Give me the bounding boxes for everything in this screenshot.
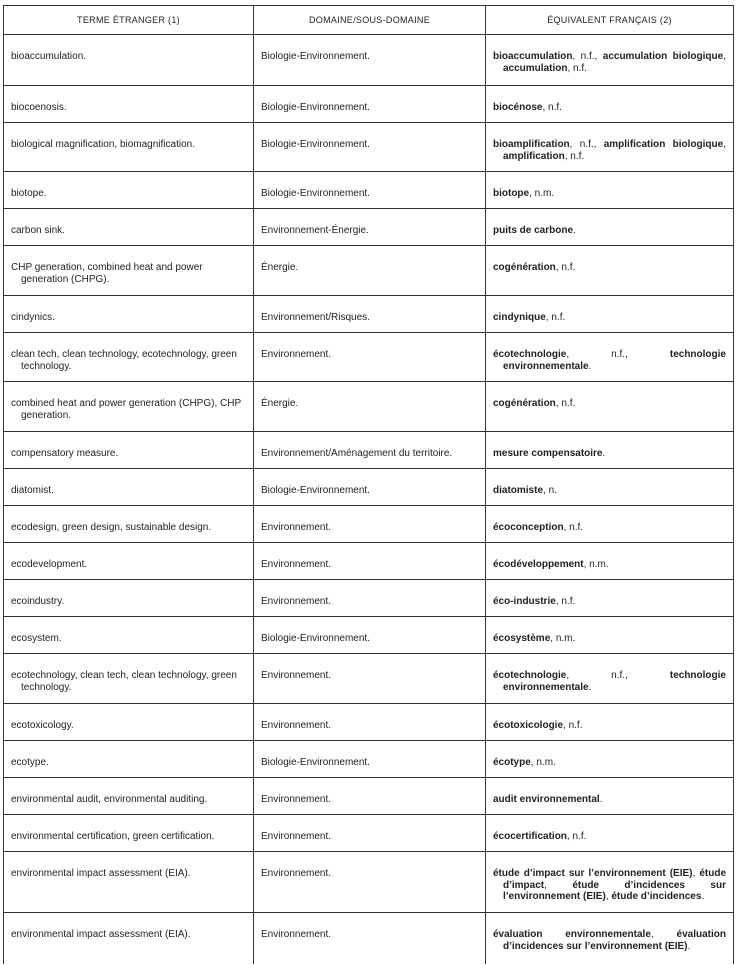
french-equivalent — [493, 485, 726, 497]
french-equivalent-cell — [486, 778, 734, 815]
foreign-term-cell — [4, 333, 254, 382]
domain-text: Biologie-Environnement. — [261, 139, 370, 150]
domain-text: Environnement. — [261, 559, 332, 570]
french-equivalent-cell — [486, 654, 734, 704]
foreign-term: ecotoxicology. — [11, 720, 74, 731]
domain-text: Environnement. — [261, 794, 332, 805]
domain-text: Environnement/Risques. — [261, 312, 370, 323]
grammar-note: , n.m. — [583, 559, 609, 570]
grammar-note: , n.m. — [529, 188, 555, 199]
french-equivalent-cell — [486, 506, 734, 543]
table-row — [4, 172, 734, 209]
foreign-term-cell — [4, 506, 254, 543]
table-row — [4, 296, 734, 333]
grammar-note: , n.f., — [572, 51, 603, 62]
foreign-term: ecodevelopment. — [11, 559, 88, 570]
french-term-bold: étude d’incidences — [611, 891, 702, 902]
grammar-note: , n.m. — [550, 633, 576, 644]
foreign-term: biocoenosis. — [11, 102, 67, 113]
table-row — [4, 123, 734, 172]
french-equivalent-cell — [486, 913, 734, 964]
french-equivalent — [493, 398, 726, 410]
french-term-bold: amplification — [503, 150, 565, 162]
french-equivalent — [493, 868, 726, 903]
french-term-bold: audit environnemental — [493, 794, 600, 805]
french-equivalent — [493, 670, 726, 693]
domain-cell — [254, 654, 486, 704]
french-term-bold: puits de carbone — [493, 225, 574, 236]
domain-cell — [254, 778, 486, 815]
grammar-note: , — [723, 51, 726, 62]
grammar-note: , n.f. — [567, 62, 587, 74]
grammar-note: , n.f. — [555, 596, 576, 607]
french-equivalent-cell — [486, 543, 734, 580]
domain-cell — [254, 246, 486, 296]
french-term-bold: étude d’incidences sur l’environnement (EIE) — [503, 879, 726, 902]
foreign-term: CHP generation, combined heat and power generation (CHPG). — [11, 262, 203, 285]
french-equivalent — [493, 522, 726, 534]
header-french-equivalent: ÉQUIVALENT FRANÇAIS (2) — [486, 6, 734, 35]
foreign-term: biotope. — [11, 188, 47, 199]
french-equivalent-cell — [486, 172, 734, 209]
french-term-bold: écoconception — [493, 522, 564, 533]
foreign-term-cell — [4, 741, 254, 778]
french-term-bold: écotoxicologie — [493, 720, 564, 731]
french-equivalent-cell — [486, 617, 734, 654]
french-term-bold: mesure compensatoire — [493, 448, 603, 459]
french-equivalent-cell — [486, 86, 734, 123]
foreign-term-cell — [4, 296, 254, 333]
grammar-note: , n.f. — [555, 262, 576, 273]
grammar-note: . — [573, 225, 576, 236]
table-row — [4, 209, 734, 246]
french-term-bold: accumulation — [503, 62, 568, 74]
grammar-note: , n.f. — [555, 398, 576, 409]
foreign-term-cell — [4, 654, 254, 704]
foreign-term: clean tech, clean technology, ecotechnology, green technology. — [11, 349, 237, 372]
french-term-bold: accumulation biologique — [602, 51, 724, 62]
domain-cell — [254, 580, 486, 617]
grammar-note: , n.f. — [545, 312, 566, 323]
domain-text: Énergie. — [261, 398, 299, 409]
french-term-bold: écocertification — [493, 831, 567, 842]
grammar-note: , — [544, 879, 573, 891]
header-foreign-term: TERME ÉTRANGER (1) — [4, 6, 254, 35]
domain-text: Biologie-Environnement. — [261, 633, 370, 644]
foreign-term-cell — [4, 778, 254, 815]
grammar-note: , — [692, 868, 700, 879]
french-term-bold: cindynique — [493, 312, 546, 323]
french-term-bold: évaluation d’incidences sur l’environnement (EIE) — [503, 929, 726, 952]
grammar-note: , n.f., — [566, 670, 670, 681]
foreign-term: ecodesign, green design, sustainable design. — [11, 522, 212, 533]
french-term-bold: cogénération — [493, 398, 556, 409]
french-equivalent-cell — [486, 741, 734, 778]
french-equivalent — [493, 720, 726, 732]
french-equivalent — [493, 757, 726, 769]
french-equivalent-cell — [486, 209, 734, 246]
table-row — [4, 704, 734, 741]
terminology-table — [3, 5, 734, 964]
foreign-term: combined heat and power generation (CHPG), CHP generation. — [11, 398, 241, 421]
domain-text: Biologie-Environnement. — [261, 102, 370, 113]
french-equivalent — [493, 559, 726, 571]
foreign-term: carbon sink. — [11, 225, 65, 236]
foreign-term: environmental audit, environmental auditing. — [11, 794, 208, 805]
french-term-bold: bioamplification — [493, 139, 570, 150]
french-equivalent — [493, 349, 726, 372]
grammar-note: . — [599, 794, 603, 805]
foreign-term: diatomist. — [11, 485, 54, 496]
french-term-bold: biocénose — [493, 102, 543, 113]
table-row — [4, 815, 734, 852]
domain-cell — [254, 913, 486, 964]
french-equivalent-cell — [486, 296, 734, 333]
foreign-term: ecotechnology, clean tech, clean technology, green technology. — [11, 670, 237, 693]
french-equivalent — [493, 262, 726, 274]
french-term-bold: éco-industrie — [493, 596, 556, 607]
grammar-note: , n.f. — [542, 102, 562, 113]
table-row — [4, 432, 734, 469]
french-equivalent — [493, 596, 726, 608]
table-row — [4, 382, 734, 432]
domain-text: Environnement-Énergie. — [261, 225, 369, 236]
french-term-bold: cogénération — [493, 262, 556, 273]
domain-text: Biologie-Environnement. — [261, 188, 370, 199]
domain-cell — [254, 704, 486, 741]
foreign-term: bioaccumulation. — [11, 51, 87, 62]
grammar-note: , n.m. — [530, 757, 556, 768]
french-equivalent-cell — [486, 382, 734, 432]
domain-text: Environnement. — [261, 522, 332, 533]
french-equivalent — [493, 102, 726, 114]
french-equivalent-cell — [486, 704, 734, 741]
grammar-note: . — [701, 891, 705, 902]
french-equivalent-cell — [486, 35, 734, 86]
foreign-term: ecoindustry. — [11, 596, 65, 607]
domain-text: Biologie-Environnement. — [261, 757, 370, 768]
foreign-term: cindynics. — [11, 312, 55, 323]
domain-cell — [254, 86, 486, 123]
french-term-bold: écotechnologie — [493, 349, 567, 360]
grammar-note: , n.f., — [566, 349, 670, 360]
table-row — [4, 913, 734, 964]
table-row — [4, 469, 734, 506]
domain-text: Environnement. — [261, 868, 332, 879]
domain-cell — [254, 382, 486, 432]
grammar-note: . — [602, 448, 606, 459]
domain-text: Environnement. — [261, 720, 332, 731]
french-term-bold: étude d’impact — [503, 868, 727, 891]
foreign-term: environmental certification, green certification. — [11, 831, 215, 842]
french-equivalent — [493, 448, 726, 460]
domain-text: Environnement. — [261, 349, 332, 360]
table-row — [4, 333, 734, 382]
french-term-bold: écodéveloppement — [493, 559, 584, 570]
domain-cell — [254, 506, 486, 543]
french-equivalent-cell — [486, 815, 734, 852]
french-equivalent-cell — [486, 123, 734, 172]
french-equivalent-cell — [486, 333, 734, 382]
table-row — [4, 506, 734, 543]
domain-text: Environnement/Aménagement du territoire. — [261, 448, 453, 459]
french-equivalent-cell — [486, 432, 734, 469]
grammar-note: . — [687, 940, 691, 952]
grammar-note: , n.f. — [566, 831, 587, 842]
foreign-term-cell — [4, 209, 254, 246]
table-row — [4, 852, 734, 913]
grammar-note: , n.f. — [563, 522, 584, 533]
french-term-bold: écotype — [493, 757, 531, 768]
foreign-term-cell — [4, 432, 254, 469]
domain-text: Biologie-Environnement. — [261, 485, 370, 496]
grammar-note: , n.f. — [564, 150, 585, 162]
grammar-note: . — [588, 360, 592, 372]
french-equivalent — [493, 831, 726, 843]
french-term-bold: technologie environnementale — [503, 670, 726, 693]
french-equivalent — [493, 312, 726, 324]
domain-cell — [254, 815, 486, 852]
foreign-term-cell — [4, 815, 254, 852]
french-equivalent-cell — [486, 580, 734, 617]
grammar-note: , — [605, 891, 612, 902]
header-row — [4, 6, 734, 35]
foreign-term-cell — [4, 704, 254, 741]
grammar-note: . — [588, 681, 592, 693]
domain-cell — [254, 543, 486, 580]
french-equivalent — [493, 633, 726, 645]
domain-cell — [254, 209, 486, 246]
foreign-term-cell — [4, 246, 254, 296]
foreign-term-cell — [4, 86, 254, 123]
french-term-bold: diatomiste — [493, 485, 544, 496]
domain-text: Environnement. — [261, 831, 332, 842]
domain-cell — [254, 172, 486, 209]
french-term-bold: écotechnologie — [493, 670, 567, 681]
table-row — [4, 543, 734, 580]
table-row — [4, 580, 734, 617]
domain-text: Environnement. — [261, 929, 332, 940]
domain-cell — [254, 852, 486, 913]
domain-cell — [254, 123, 486, 172]
domain-cell — [254, 296, 486, 333]
table-row — [4, 617, 734, 654]
french-equivalent — [493, 929, 726, 952]
foreign-term-cell — [4, 543, 254, 580]
french-term-bold: biotope — [493, 188, 530, 199]
foreign-term-cell — [4, 617, 254, 654]
grammar-note: , n.f. — [563, 720, 583, 731]
domain-text: Environnement. — [261, 670, 332, 681]
domain-cell — [254, 333, 486, 382]
french-equivalent-cell — [486, 852, 734, 913]
french-equivalent-cell — [486, 469, 734, 506]
foreign-term: environmental impact assessment (EIA). — [11, 868, 191, 879]
grammar-note: , n.f., — [569, 139, 604, 150]
domain-cell — [254, 617, 486, 654]
domain-cell — [254, 35, 486, 86]
french-term-bold: étude d’impact sur l’environnement (EIE) — [493, 868, 693, 879]
foreign-term-cell — [4, 852, 254, 913]
foreign-term-cell — [4, 382, 254, 432]
foreign-term-cell — [4, 469, 254, 506]
french-term-bold: évaluation environnementale — [493, 929, 651, 940]
french-equivalent — [493, 51, 726, 74]
foreign-term: ecotype. — [11, 757, 49, 768]
foreign-term: biological magnification, biomagnification. — [11, 139, 195, 150]
table-row — [4, 86, 734, 123]
table-row — [4, 654, 734, 704]
foreign-term: compensatory measure. — [11, 448, 119, 459]
table-row — [4, 35, 734, 86]
grammar-note: , — [650, 929, 677, 940]
french-equivalent — [493, 139, 726, 162]
foreign-term-cell — [4, 172, 254, 209]
domain-text: Environnement. — [261, 596, 332, 607]
french-term-bold: technologie environnementale — [503, 349, 726, 372]
french-equivalent-cell — [486, 246, 734, 296]
table-row — [4, 246, 734, 296]
foreign-term: environmental impact assessment (EIA). — [11, 929, 191, 940]
french-term-bold: bioaccumulation — [493, 51, 573, 62]
table-row — [4, 741, 734, 778]
french-equivalent — [493, 225, 726, 237]
grammar-note: , n. — [543, 485, 557, 496]
domain-text: Biologie-Environnement. — [261, 51, 370, 62]
domain-cell — [254, 469, 486, 506]
domain-text: Énergie. — [261, 262, 299, 273]
foreign-term-cell — [4, 580, 254, 617]
foreign-term-cell — [4, 123, 254, 172]
domain-cell — [254, 741, 486, 778]
french-equivalent — [493, 794, 726, 806]
grammar-note: , — [723, 139, 726, 150]
foreign-term: ecosystem. — [11, 633, 62, 644]
french-equivalent — [493, 188, 726, 200]
domain-cell — [254, 432, 486, 469]
foreign-term-cell — [4, 35, 254, 86]
french-term-bold: écosystème — [493, 633, 551, 644]
french-term-bold: amplification biologique — [603, 139, 724, 150]
foreign-term-cell — [4, 913, 254, 964]
header-domain: DOMAINE/SOUS-DOMAINE — [254, 6, 486, 35]
table-row — [4, 778, 734, 815]
